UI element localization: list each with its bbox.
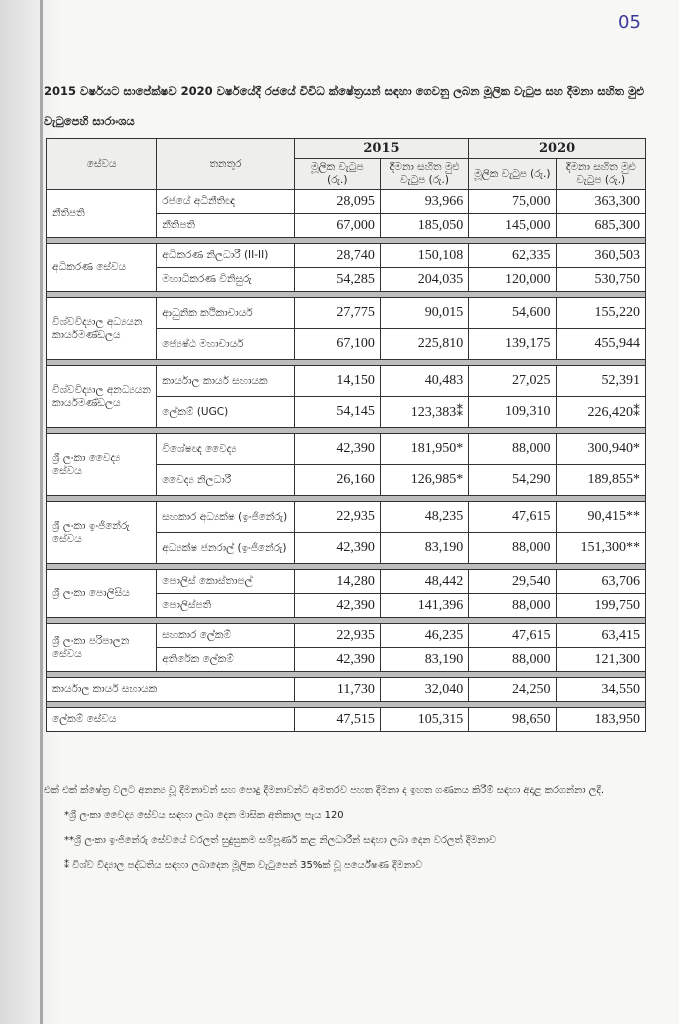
basic-2020-cell: 145,000 xyxy=(469,214,556,238)
total-2020-cell: 63,706 xyxy=(556,570,646,594)
basic-2015-cell: 47,515 xyxy=(294,708,380,732)
basic-2020-cell: 120,000 xyxy=(469,268,556,292)
post-cell: අතිරේක ලේකම් xyxy=(157,648,294,672)
basic-2020-cell: 88,000 xyxy=(469,594,556,618)
total-2015-cell: 46,235 xyxy=(380,624,468,648)
total-2020-cell: 530,750 xyxy=(556,268,646,292)
total-2020-cell: 52,391 xyxy=(556,366,646,397)
basic-2015-cell: 27,775 xyxy=(294,298,380,329)
total-2020-cell: 121,300 xyxy=(556,648,646,672)
total-2015-cell: 105,315 xyxy=(380,708,468,732)
service-cell: ශ්‍රී ලංකා පොලිසිය xyxy=(47,570,157,618)
total-2020-cell: 90,415** xyxy=(556,502,646,533)
page-edge xyxy=(40,0,43,1024)
total-2015-cell: 181,950* xyxy=(380,434,468,465)
basic-2020-cell: 54,290 xyxy=(469,465,556,496)
basic-2015-cell: 22,935 xyxy=(294,502,380,533)
post-cell: සහකාර ලේකම් xyxy=(157,624,294,648)
post-cell: ජ්‍යෙෂ්ඨ මහාචාර්ය xyxy=(157,329,294,360)
table-row xyxy=(47,434,646,465)
total-2015-cell: 90,015 xyxy=(380,298,468,329)
service-cell: ලේකම් සේවය xyxy=(47,708,295,732)
post-cell: පොලිස්පති xyxy=(157,594,294,618)
notes-section xyxy=(44,778,664,878)
table-row xyxy=(47,190,646,214)
service-cell: කාර්යාල කාර්ය සහායක xyxy=(47,678,295,702)
basic-2020-cell: 62,335 xyxy=(469,244,556,268)
basic-2015-cell: 28,740 xyxy=(294,244,380,268)
total-2015-cell: 185,050 xyxy=(380,214,468,238)
header-year-2015: 2015 xyxy=(294,139,469,159)
note-double-asterisk: **ශ්‍රී ලංකා ඉංජිනේරු සේවයේ වරලත් සුදුසුකම සම්පූර්ණ කළ නිලධාරීන් සඳහා ලබා දෙන වරලත් දීමනාව xyxy=(64,835,497,846)
total-2015-cell: 123,383⁑ xyxy=(380,397,468,428)
service-cell: ශ්‍රී ලංකා වෛද්‍ය සේවය xyxy=(47,434,157,496)
basic-2020-cell: 27,025 xyxy=(469,366,556,397)
basic-2015-cell: 42,390 xyxy=(294,434,380,465)
notes-intro: එක් එක් ක්ෂේත්‍ර වලට අනන්‍ය වූ දීමනාවන් සහ පොදු දීමනාවන්ට අමතරව පහත දීමනා ද ඉහත ගණනය කිරීම් සඳහා අදාළ කරගන්නා ලදී. xyxy=(44,785,605,796)
total-2020-cell: 300,940* xyxy=(556,434,646,465)
table-row xyxy=(47,678,646,702)
total-2015-cell: 141,396 xyxy=(380,594,468,618)
basic-2020-cell: 54,600 xyxy=(469,298,556,329)
salary-comparison-table xyxy=(46,138,646,732)
basic-2015-cell: 54,285 xyxy=(294,268,380,292)
document-title: 2015 වර්ෂයට සාපේක්ෂව 2020 වර්ෂයේදී රජයේ විවිධ ක්ෂේත්‍රයන් සඳහා ගෙවනු ලබන මූලික වැටුප සහ දීමනා සහිත මුළු වැටුපෙහි සාරාංශය xyxy=(44,84,645,128)
basic-2020-cell: 29,540 xyxy=(469,570,556,594)
basic-2015-cell: 42,390 xyxy=(294,648,380,672)
basic-2020-cell: 24,250 xyxy=(469,678,556,702)
basic-2015-cell: 54,145 xyxy=(294,397,380,428)
header-basic-2015: මූලික වැටුප (රු.) xyxy=(294,159,380,190)
total-2020-cell: 63,415 xyxy=(556,624,646,648)
total-2015-cell: 126,985* xyxy=(380,465,468,496)
total-2015-cell: 225,810 xyxy=(380,329,468,360)
header-total-2015: දීමනා සහිත මුළු වැටුප (රු.) xyxy=(380,159,468,190)
note-asterisk: *ශ්‍රී ලංකා වෛද්‍ය සේවය සඳහා ලබා දෙන මාසික අතිකාල පැය 120 xyxy=(64,810,344,821)
total-2015-cell: 93,966 xyxy=(380,190,468,214)
service-cell: නීතිපති xyxy=(47,190,157,238)
post-cell: මහාධිකරණ විනිසුරු xyxy=(157,268,294,292)
header-total-2020: දීමනා සහිත මුළු වැටුප (රු.) xyxy=(556,159,646,190)
header-basic-2020: මූලික වැටුප (රු.) xyxy=(469,159,556,190)
basic-2020-cell: 88,000 xyxy=(469,648,556,672)
post-cell: ලේකම් (UGC) xyxy=(157,397,294,428)
header-year-2020: 2020 xyxy=(469,139,646,159)
post-cell: ආධුනික කථිකාචාර්ය xyxy=(157,298,294,329)
total-2020-cell: 155,220 xyxy=(556,298,646,329)
total-2015-cell: 48,235 xyxy=(380,502,468,533)
table-body xyxy=(47,190,646,732)
table-row xyxy=(47,244,646,268)
post-cell: අධ්‍යක්ෂ ජනරාල් (ඉංජිනේරු) xyxy=(157,533,294,564)
service-cell: ශ්‍රී ලංකා ඉංජිනේරු සේවය xyxy=(47,502,157,564)
table-row xyxy=(47,708,646,732)
basic-2020-cell: 75,000 xyxy=(469,190,556,214)
service-cell: විශ්වවිද්‍යාල අධ්‍යයන කාර්යමණ්ඩලය xyxy=(47,298,157,360)
basic-2015-cell: 14,280 xyxy=(294,570,380,594)
total-2020-cell: 685,300 xyxy=(556,214,646,238)
basic-2020-cell: 98,650 xyxy=(469,708,556,732)
header-service: සේවය xyxy=(47,139,157,190)
header-post: තනතුර xyxy=(157,139,294,190)
total-2020-cell: 226,420⁑ xyxy=(556,397,646,428)
table-row xyxy=(47,570,646,594)
post-cell: අධිකරණ නිලධාරී (II-II) xyxy=(157,244,294,268)
total-2015-cell: 40,483 xyxy=(380,366,468,397)
table-row xyxy=(47,624,646,648)
basic-2015-cell: 26,160 xyxy=(294,465,380,496)
basic-2020-cell: 47,615 xyxy=(469,502,556,533)
basic-2015-cell: 67,000 xyxy=(294,214,380,238)
post-cell: පොලිස් කොස්තාපල් xyxy=(157,570,294,594)
page-number: 05 xyxy=(618,12,641,33)
total-2020-cell: 363,300 xyxy=(556,190,646,214)
basic-2020-cell: 88,000 xyxy=(469,434,556,465)
total-2015-cell: 83,190 xyxy=(380,648,468,672)
table-row xyxy=(47,298,646,329)
basic-2015-cell: 42,390 xyxy=(294,533,380,564)
total-2015-cell: 32,040 xyxy=(380,678,468,702)
note-research-allowance: ⁑ විශ්ව විද්‍යාල පද්ධතිය සඳහා ලබාදෙන මූලික වැටුපෙන් 35%ක් වූ පර්යේෂණ දීමනාව xyxy=(64,860,423,871)
service-cell: අධිකරණ සේවය xyxy=(47,244,157,292)
total-2015-cell: 48,442 xyxy=(380,570,468,594)
basic-2020-cell: 88,000 xyxy=(469,533,556,564)
table-row xyxy=(47,366,646,397)
service-cell: විශ්වවිද්‍යාල අනධ්‍යයන කාර්යමණ්ඩලය xyxy=(47,366,157,428)
total-2020-cell: 189,855* xyxy=(556,465,646,496)
total-2020-cell: 360,503 xyxy=(556,244,646,268)
post-cell: විශේෂඥ වෛද්‍ය xyxy=(157,434,294,465)
basic-2015-cell: 14,150 xyxy=(294,366,380,397)
total-2015-cell: 150,108 xyxy=(380,244,468,268)
post-cell: සහකාර අධ්‍යක්ෂ (ඉංජිනේරු) xyxy=(157,502,294,533)
total-2015-cell: 83,190 xyxy=(380,533,468,564)
total-2020-cell: 199,750 xyxy=(556,594,646,618)
basic-2020-cell: 139,175 xyxy=(469,329,556,360)
basic-2015-cell: 42,390 xyxy=(294,594,380,618)
basic-2020-cell: 109,310 xyxy=(469,397,556,428)
post-cell: වෛද්‍ය නිලධාරී xyxy=(157,465,294,496)
basic-2020-cell: 47,615 xyxy=(469,624,556,648)
post-cell: නීතිපති xyxy=(157,214,294,238)
total-2020-cell: 183,950 xyxy=(556,708,646,732)
table-row xyxy=(47,502,646,533)
basic-2015-cell: 28,095 xyxy=(294,190,380,214)
post-cell: කාර්යාල කාර්ය සහායක xyxy=(157,366,294,397)
basic-2015-cell: 22,935 xyxy=(294,624,380,648)
total-2020-cell: 34,550 xyxy=(556,678,646,702)
basic-2015-cell: 67,100 xyxy=(294,329,380,360)
total-2015-cell: 204,035 xyxy=(380,268,468,292)
post-cell: රජයේ අධිනීතිඥ xyxy=(157,190,294,214)
basic-2015-cell: 11,730 xyxy=(294,678,380,702)
total-2020-cell: 455,944 xyxy=(556,329,646,360)
service-cell: ශ්‍රී ලංකා පරිපාලන සේවය xyxy=(47,624,157,672)
total-2020-cell: 151,300** xyxy=(556,533,646,564)
